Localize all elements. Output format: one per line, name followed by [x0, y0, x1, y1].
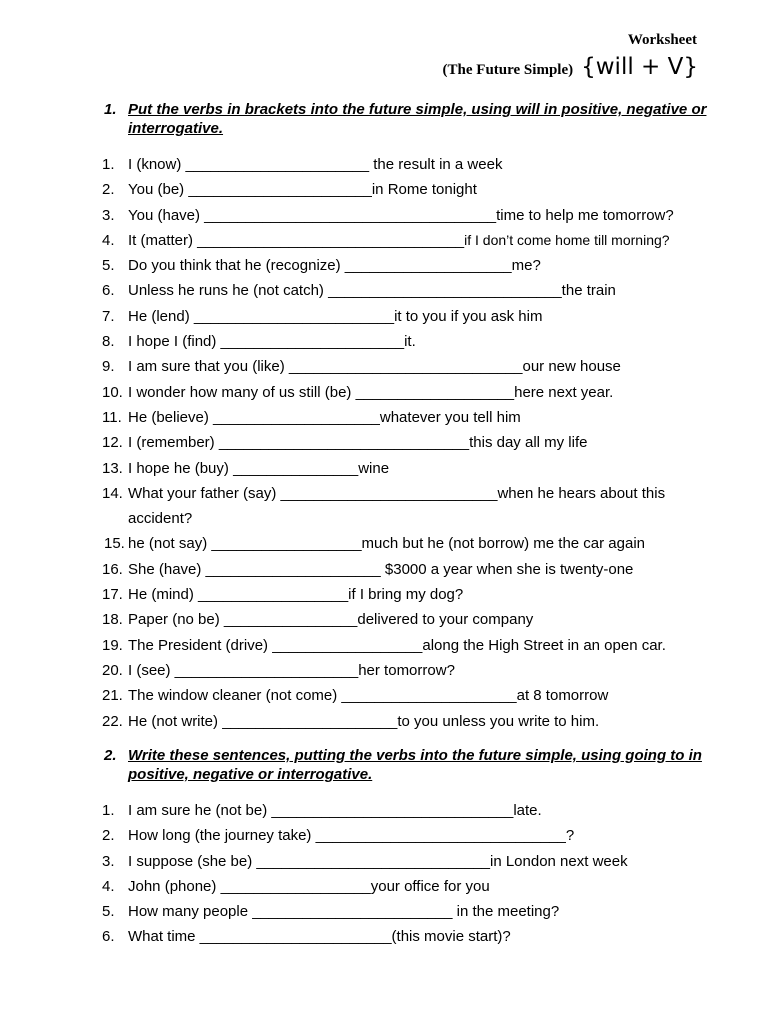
item-number: 20.	[102, 661, 123, 679]
item-text: I hope he (buy) _______________wine	[128, 459, 390, 477]
exercise-item	[102, 380, 728, 405]
exercise-item	[102, 874, 728, 899]
item-text: The President (drive) __________________along the High Street in an open car.	[128, 636, 666, 654]
item-text: How long (the journey take) ______________________________?	[128, 827, 575, 845]
item-number: 4.	[102, 231, 115, 249]
item-number: 2.	[102, 827, 115, 845]
item-text: She (have) _____________________ $3000 a year when she is twenty-one	[128, 560, 634, 578]
item-text: He (believe) ____________________whatever you tell him	[128, 408, 521, 426]
item-number: 19.	[102, 636, 123, 654]
exercise-item	[102, 430, 728, 455]
item-number: 16.	[102, 560, 123, 578]
item-number: 4.	[102, 877, 115, 895]
exercise-item	[102, 633, 728, 658]
item-text: You (have) ___________________________________time to help me tomorrow?	[128, 206, 674, 224]
item-number: 1.	[102, 802, 115, 819]
item-text: I am sure he (not be) _____________________________late.	[128, 802, 542, 819]
exercise-item	[102, 405, 728, 430]
exercise-section-1	[0, 100, 768, 734]
exercise-item	[102, 683, 728, 708]
item-number: 1.	[102, 156, 115, 173]
exercise-item	[102, 798, 728, 823]
exercise-item	[102, 899, 728, 924]
item-text: I (remember) ______________________________this day all my life	[128, 434, 588, 452]
item-number: 9.	[102, 358, 115, 376]
item-number: 2.	[102, 181, 115, 199]
item-number: 21.	[102, 687, 123, 705]
item-number: 5.	[102, 257, 115, 275]
exercise-item	[102, 557, 728, 582]
exercise-item	[102, 709, 728, 734]
item-number: 5.	[102, 903, 115, 921]
exercise-item	[102, 354, 728, 379]
exercise-item	[102, 152, 728, 177]
item-number: 3.	[102, 852, 115, 870]
item-text: He (not write) _____________________to you unless you write to him.	[128, 712, 600, 730]
item-number: 22.	[102, 712, 123, 730]
item-number: 8.	[102, 333, 115, 351]
item-number: 13.	[102, 459, 123, 477]
exercise-item	[102, 203, 728, 228]
item-text: Do you think that he (recognize) ____________________me?	[128, 257, 541, 275]
exercise-section-2	[0, 746, 768, 950]
item-text: he (not say) __________________much but he (not borrow) me the car again	[128, 535, 646, 553]
item-text: Paper (no be) ________________delivered to your company	[128, 611, 534, 629]
worksheet-subtitle: (The Future Simple)	[442, 62, 574, 78]
exercise-item	[102, 481, 688, 532]
exercise-item	[102, 924, 728, 949]
item-number: 17.	[102, 586, 123, 604]
item-number: 18.	[102, 611, 123, 629]
item-text: How many people ________________________ in the meeting?	[128, 903, 560, 921]
worksheet-subtitle-row	[443, 54, 698, 80]
exercise-item	[102, 177, 728, 202]
item-text: I hope I (find) ______________________it.	[128, 333, 416, 351]
exercise-item	[102, 849, 728, 874]
section-2-list	[0, 798, 768, 950]
exercise-item	[102, 278, 728, 303]
item-text: I suppose (she be) ____________________________in London next week	[128, 852, 628, 870]
exercise-item	[102, 582, 728, 607]
worksheet-title: Worksheet	[627, 32, 697, 48]
item-number: 6.	[102, 928, 115, 946]
item-text-continuation: if I don’t come home till morning?	[464, 231, 670, 248]
section-2-instruction-text: Write these sentences, putting the verbs into the future simple, using going to in positive, negative or interrogative.	[128, 747, 702, 783]
exercise-item	[102, 658, 728, 683]
exercise-item	[102, 228, 728, 253]
item-number: 15.	[104, 535, 125, 553]
item-text: He (lend) ________________________it to you if you ask him	[128, 307, 543, 325]
section-1-instruction-text: Put the verbs in brackets into the future simple, using will in positive, negative or interrogative.	[128, 101, 707, 137]
item-number: 7.	[102, 307, 115, 325]
item-text: The window cleaner (not come) _____________________at 8 tomorrow	[128, 687, 609, 705]
item-text: You (be) ______________________in Rome tonight	[128, 181, 477, 199]
item-number: 3.	[102, 206, 115, 224]
item-number: 11.	[102, 408, 122, 426]
item-text: I (know) ______________________ the result in a week	[128, 156, 503, 173]
item-number: 14.	[102, 484, 123, 502]
section-1-instruction	[104, 100, 708, 138]
item-text: I am sure that you (like) ____________________________our new house	[128, 358, 621, 376]
exercise-item	[104, 531, 728, 556]
item-text: He (mind) __________________if I bring my dog?	[128, 586, 464, 604]
exercise-item	[102, 304, 728, 329]
item-number: 12.	[102, 434, 123, 452]
exercise-item	[102, 329, 728, 354]
exercise-item	[102, 607, 728, 632]
grammar-formula: {will + V}	[581, 54, 698, 80]
section-1-list	[0, 152, 768, 734]
item-text: John (phone) __________________your office for you	[128, 877, 490, 895]
item-number: 6.	[102, 282, 115, 300]
exercise-item	[102, 253, 728, 278]
item-text: What time _______________________(this movie start)?	[128, 928, 511, 946]
section-2-number: 2.	[104, 747, 117, 764]
item-text: I (see) ______________________her tomorrow?	[128, 661, 455, 679]
item-text: Unless he runs he (not catch) ____________________________the train	[128, 282, 616, 300]
section-2-instruction	[104, 746, 708, 784]
item-text: What your father (say) __________________________when he hears about this accident?	[128, 484, 666, 528]
item-text: I wonder how many of us still (be) ___________________here next year.	[128, 383, 614, 401]
item-number: 10.	[102, 383, 123, 401]
exercise-item	[102, 456, 728, 481]
item-text: It (matter) ________________________________	[128, 231, 465, 249]
section-1-number: 1.	[104, 101, 117, 118]
exercise-item	[102, 823, 728, 848]
